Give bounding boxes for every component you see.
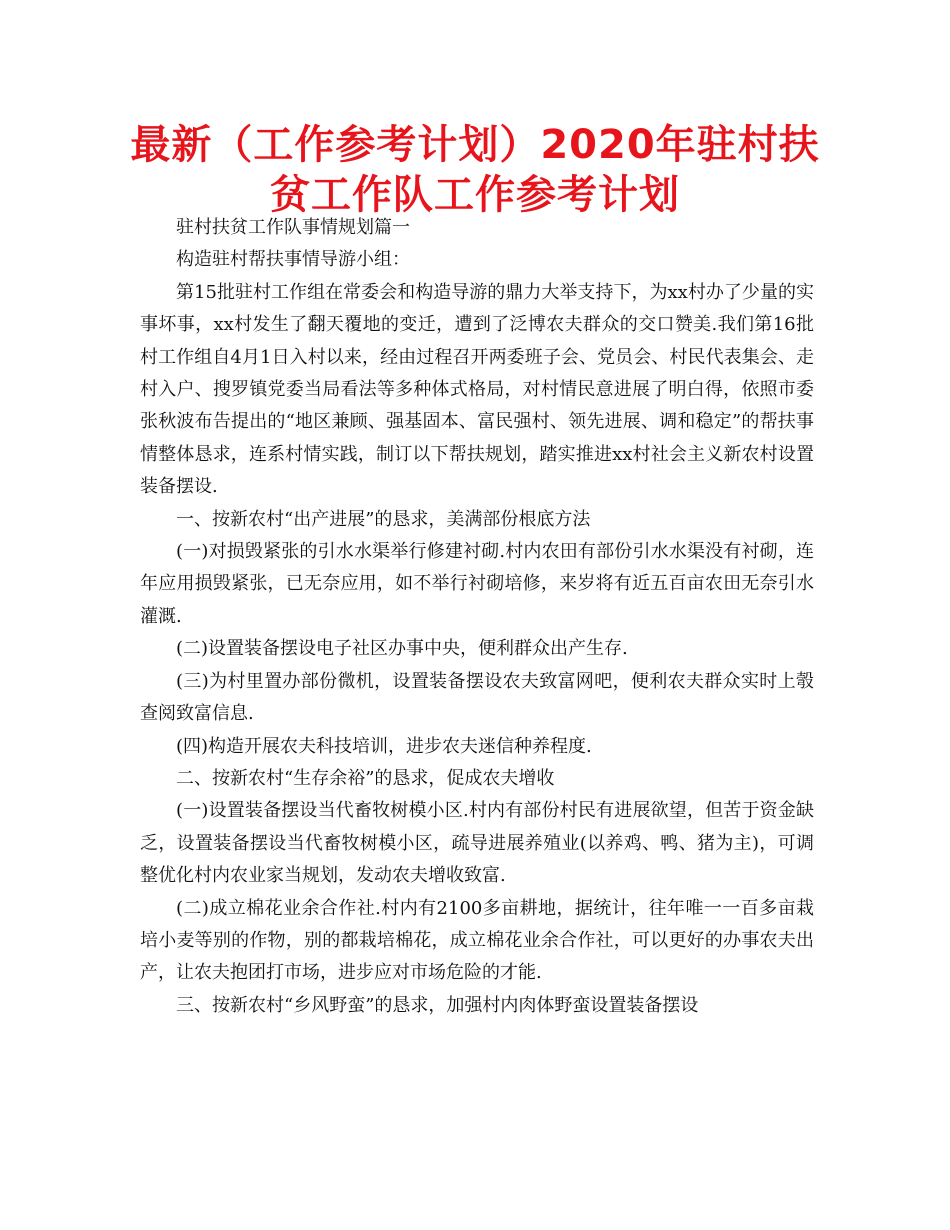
paragraph: (二)成立棉花业余合作社.村内有2100多亩耕地，据统计，往年唯一一百多亩栽培小麦等别的作物，别的都栽培棉花，成立棉花业余合作社，可以更好的办事农夫出产，让农夫抱团打市场，进步应对市场危险的才能. <box>140 897 814 984</box>
paragraph: (三)为村里置办部份微机，设置装备摆设农夫致富网吧，便利农夫群众实时上彀查阅致富信息. <box>140 670 814 725</box>
paragraph: 构造驻村帮扶事情导游小组： <box>176 249 410 271</box>
paragraph: (二)设置装备摆设电子社区办事中央，便利群众出产生存. <box>176 638 628 660</box>
paragraph: (四)构造开展农夫科技培训，进步农夫迷信种养程度. <box>176 735 592 757</box>
section-heading: 一、按新农村“出产进展”的恳求，美满部份根底方法 <box>176 508 591 530</box>
section-heading: 驻村扶贫工作队事情规划篇一 <box>176 217 410 238</box>
paragraph: (一)对损毁紧张的引水水渠举行修建衬砌.村内农田有部份引水水渠没有衬砌，连年应用损毁紧张，已无奈应用，如不举行衬砌培修，来岁将有近五百亩农田无奈引水灌溉. <box>140 541 814 627</box>
section-heading: 二、按新农村“生存余裕”的恳求，促成农夫增收 <box>176 767 555 789</box>
section-heading: 三、按新农村“乡风野蛮”的恳求，加强村内肉体野蛮设置装备摆设 <box>176 994 699 1016</box>
document-body <box>140 212 814 1022</box>
document-title: 最新（工作参考计划）2020年驻村扶贫工作队工作参考计划 <box>130 122 820 218</box>
paragraph: 第15批驻村工作组在常委会和构造导游的鼎力大举支持下，为xx村办了少量的实事坏事，xx村发生了翻天覆地的变迁，遭到了泛博农夫群众的交口赞美.我们第16批村工作组自4月1日入村以来，经由过程召开两委班子会、党员会、村民代表集会、走村入户、搜罗镇党委当局看法等多种体式格局，对村情民意进展了明白得，依照市委张秋波布告提出的“地区兼顾、强基固本、富民强村、领先进展、调和稳定”的帮扶事情整体恳求，连系村情实践，制订以下帮扶规划，踏实推进xx村社会主义新农村设置装备摆设. <box>140 281 814 498</box>
paragraph: (一)设置装备摆设当代畜牧树模小区.村内有部份村民有进展欲望，但苦于资金缺乏，设置装备摆设当代畜牧树模小区，疏导进展养殖业(以养鸡、鸭、猪为主)，可调整优化村内农业家当规划，发动农夫增收致富. <box>140 800 814 887</box>
